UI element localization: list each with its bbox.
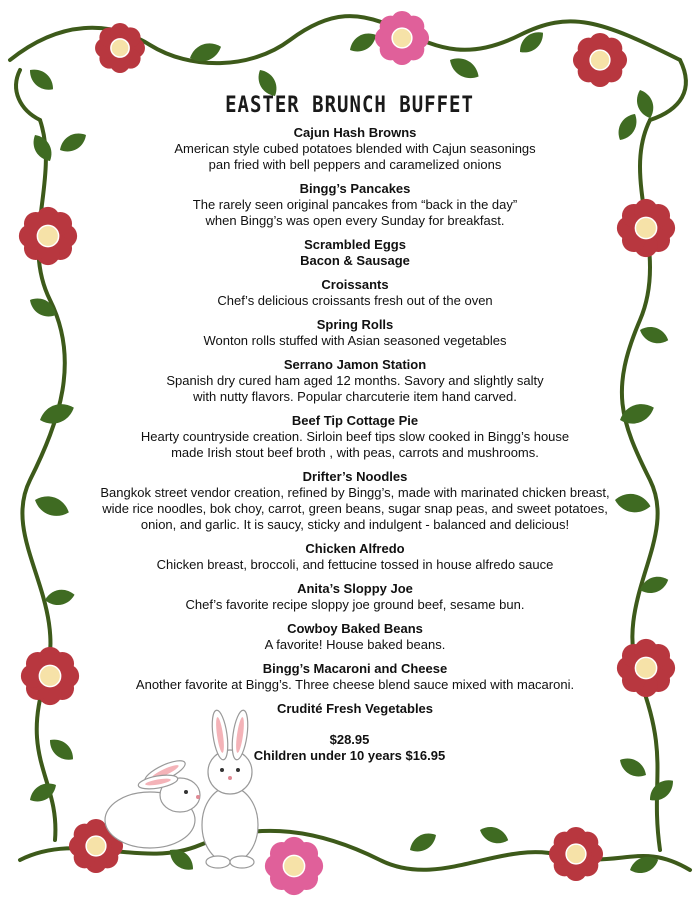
menu-item-description: wide rice noodles, bok choy, carrot, green beans, sugar snap peas, and sweet potatoes, xyxy=(102,501,608,516)
menu-item-name: Anita’s Sloppy Joe xyxy=(297,581,413,596)
flower-icon xyxy=(95,23,145,73)
leaf-icon xyxy=(446,53,483,84)
menu-item-description: Chicken breast, broccoli, and fettucine tossed in house alfredo sauce xyxy=(156,557,554,572)
menu-item-name: Beef Tip Cottage Pie xyxy=(291,413,419,428)
menu-item-description: A favorite! House baked beans. xyxy=(264,637,446,652)
leaf-icon xyxy=(645,775,678,806)
menu-item xyxy=(95,469,615,533)
menu-item-description: Hearty countryside creation. Sirloin beef tips slow cooked in Bingg’s house xyxy=(140,429,570,444)
flower-icon xyxy=(19,207,77,265)
menu-item-description: Bangkok street vendor creation, refined by Bingg’s, made with marinated chicken breast, xyxy=(100,485,610,500)
menu-item-description: Chef’s delicious croissants fresh out of the oven xyxy=(217,293,493,308)
leaf-icon xyxy=(25,64,58,95)
menu-item xyxy=(95,413,615,461)
menu-item-description: when Bingg’s was open every Sunday for breakfast. xyxy=(205,213,505,228)
menu-item xyxy=(95,125,615,173)
menu-item-name: Bingg’s Macaroni and Cheese xyxy=(262,661,448,676)
menu-item-name: Cowboy Baked Beans xyxy=(287,621,423,636)
menu-item-description: Another favorite at Bingg’s. Three cheese blend sauce mixed with macaroni. xyxy=(135,677,575,692)
menu-item-name: Scrambled Eggs xyxy=(304,237,406,252)
leaf-icon xyxy=(637,323,670,347)
menu-item xyxy=(95,357,615,405)
menu-item-name: Serrano Jamon Station xyxy=(283,357,427,372)
menu-item-description: Wonton rolls stuffed with Asian seasoned vegetables xyxy=(203,333,507,348)
flower-icon xyxy=(265,837,323,895)
flower-icon xyxy=(617,199,675,257)
menu-item xyxy=(95,661,615,693)
leaf-icon xyxy=(37,399,77,428)
menu-item-name: Drifter’s Noodles xyxy=(302,469,408,484)
leaf-icon xyxy=(32,492,72,521)
menu-item-name: Spring Rolls xyxy=(316,317,394,332)
menu-item-description: onion, and garlic. It is saucy, sticky and indulgent - balanced and delicious! xyxy=(140,517,570,532)
flower-icon xyxy=(573,33,627,87)
menu-items xyxy=(95,125,615,725)
menu-item-name: Crudité Fresh Vegetables xyxy=(276,701,434,716)
leaf-icon xyxy=(26,779,59,807)
leaf-icon xyxy=(477,823,510,847)
flower-icon xyxy=(375,11,429,65)
menu-item-name: Croissants xyxy=(321,277,389,292)
leaf-icon xyxy=(44,587,76,607)
flower-icon xyxy=(549,827,603,881)
menu-title: EASTER BRUNCH BUFFET xyxy=(225,92,474,118)
menu-item-description: Chef’s favorite recipe sloppy joe ground beef, sesame bun. xyxy=(185,597,525,612)
menu-item-description: with nutty flavors. Popular charcuterie item hand carved. xyxy=(193,389,517,404)
flower-icon xyxy=(21,647,79,705)
menu-item-description: The rarely seen original pancakes from “back in the day” xyxy=(192,197,518,212)
leaf-icon xyxy=(613,491,652,515)
menu-item xyxy=(95,581,615,613)
menu-item xyxy=(95,317,615,349)
menu-item xyxy=(95,237,615,269)
leaf-icon xyxy=(56,129,89,157)
menu-item-name: Cajun Hash Browns xyxy=(293,125,417,140)
menu-item xyxy=(95,701,615,717)
menu-item xyxy=(95,541,615,573)
menu-item-description: made Irish stout beef broth , with peas, carrots and mushrooms. xyxy=(171,445,539,460)
menu-item xyxy=(95,621,615,653)
price-block xyxy=(0,732,699,764)
leaf-icon xyxy=(346,29,379,57)
children-price: Children under 10 years $16.95 xyxy=(253,748,446,763)
leaf-icon xyxy=(406,829,439,857)
adult-price: $28.95 xyxy=(329,732,370,747)
menu-item-name-secondary: Bacon & Sausage xyxy=(300,253,410,268)
menu-item-description: pan fried with bell peppers and caramelized onions xyxy=(208,157,502,172)
menu-item-name: Bingg’s Pancakes xyxy=(299,181,411,196)
flower-icon xyxy=(617,639,675,697)
menu-item-name: Chicken Alfredo xyxy=(305,541,405,556)
menu-item xyxy=(95,181,615,229)
menu-item xyxy=(95,277,615,309)
menu-item-description: Spanish dry cured ham aged 12 months. Savory and slightly salty xyxy=(166,373,544,388)
menu-item-description: American style cubed potatoes blended with Cajun seasonings xyxy=(174,141,536,156)
